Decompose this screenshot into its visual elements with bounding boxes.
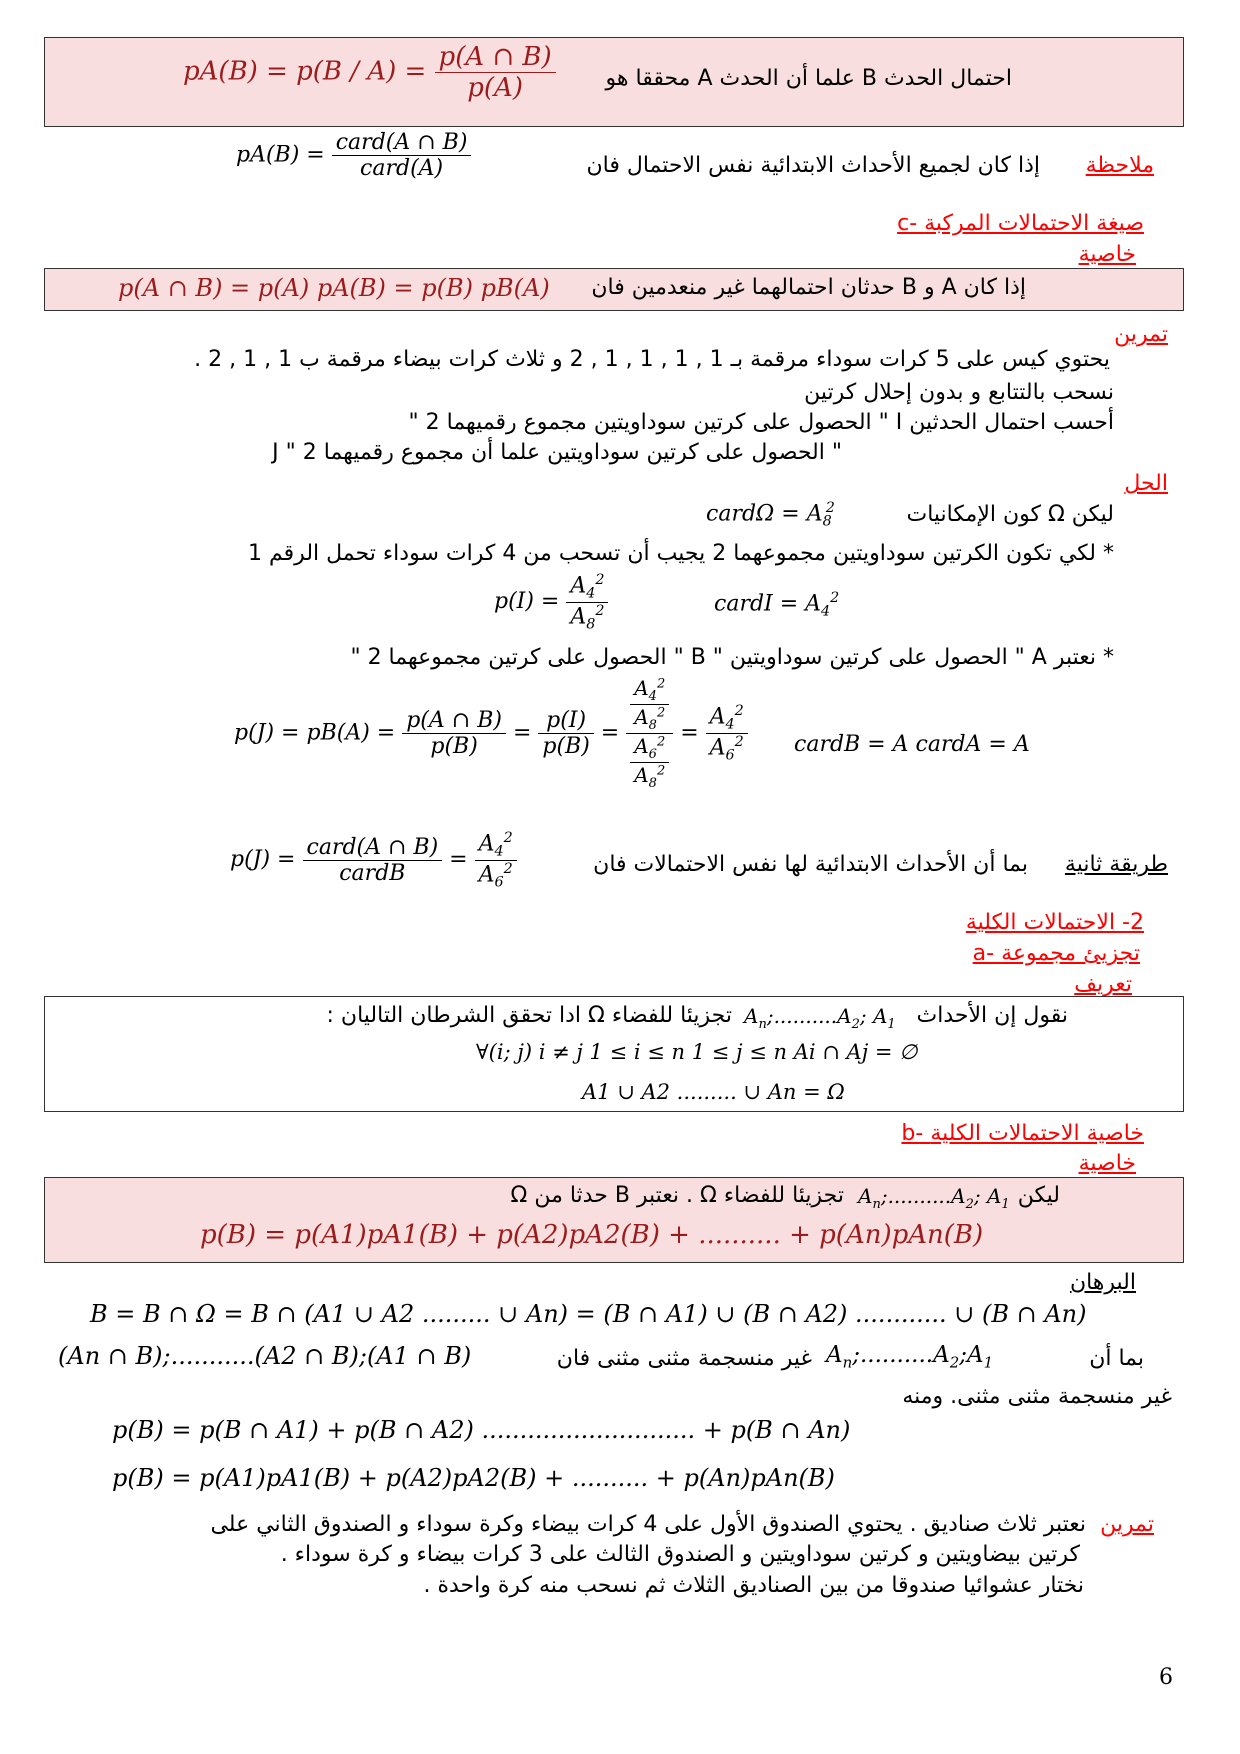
sol-cardI: cardI = $A_4^2$ bbox=[714, 590, 840, 620]
sol-pJ-left: p(J) = pB(A) = bbox=[234, 720, 396, 746]
total-text: ليكن bbox=[1017, 1183, 1060, 1208]
proof-t3: غير منسجمة مثنى مثنى. ومنه bbox=[902, 1384, 1172, 1409]
ex2-label: تمرين bbox=[1100, 1512, 1154, 1537]
sol-l4: * نعتبر A " الحصول على كرتين سوداويتين " B " الحصول على كرتين مجموعهما 2 " bbox=[350, 645, 1114, 670]
compound-formula: p(A ∩ B) = p(A) pA(B) = p(B) pB(A) bbox=[118, 274, 550, 302]
sol-l2: * لكي تكون الكرتين سوداويتين مجموعهما 2 يجيب أن تسحب من 4 كرات سوداء تحمل الرقم 1 bbox=[248, 541, 1114, 566]
def-cond-formula bbox=[183, 42, 556, 103]
partition-text2: تجزيئا للفضاء Ω ادا تحقق الشرطان التاليان : bbox=[326, 1003, 732, 1028]
ex2-line3: نختار عشوائيا صندوقا من بين الصناديق الثلاث ثم نسحب منه كرة واحدة . bbox=[423, 1573, 1084, 1598]
sol-l1-formula: cardΩ = $A_8^2$ bbox=[706, 500, 835, 530]
section-b-sub: خاصية bbox=[1078, 1151, 1136, 1176]
sol-second-label: طريقة ثانية bbox=[1064, 852, 1168, 877]
ex2-line2: كرتين بيضاويتين و كرتين سوداويتين و الصندوق الثالث على 3 كرات بيضاء و كرة سوداء . bbox=[280, 1542, 1080, 1567]
section-c-sub: خاصية bbox=[1078, 242, 1136, 267]
total-events: $A_n;..........A_2$; $A_1$ bbox=[858, 1184, 1010, 1212]
proof-f2: (An ∩ B);...........(A2 ∩ B);(A1 ∩ B) bbox=[58, 1342, 472, 1370]
sol-pI: p(I) = $\frac{A_4^2}{A_8^2}$ bbox=[494, 572, 608, 632]
proof-t2a: بما أن bbox=[1089, 1346, 1144, 1371]
partition-events: $A_n;..........A_2$; $A_1$ bbox=[744, 1004, 896, 1032]
total-text2: تجزيئا للفضاء Ω . نعتبر B حدثا من Ω bbox=[510, 1183, 844, 1208]
ex1-label: تمرين bbox=[1114, 322, 1168, 347]
proof-f1: B = B ∩ Ω = B ∩ (A1 ∪ A2 ......... ∪ An) = (B ∩ A1) ∪ (B ∩ A2) ............ ∪ (B ∩ An) bbox=[90, 1300, 1087, 1328]
proof-events: $A_n;..........A_2;A_1$ bbox=[826, 1342, 994, 1372]
section-c-title: c- صيغة الاحتمالات المركبة bbox=[897, 211, 1144, 236]
ex1-line3: أحسب احتمال الحدثين I " الحصول على كرتين سوداويتين مجموع رقميهما 2 " bbox=[408, 410, 1114, 435]
section-b-title: b- خاصية الاحتمالات الكلية bbox=[901, 1121, 1144, 1146]
sol-second-formula: p(J) = $\frac{\text{card(A ∩ B)}}{\text{cardB}}$ = $\frac{A_4^2}{A_6^2}$ bbox=[230, 830, 517, 890]
proof-f5: p(B) = p(A1)pA1(B) + p(A2)pA2(B) + .......... + p(An)pAn(B) bbox=[112, 1464, 835, 1492]
partition-cond2: A1 ∪ A2 ......... ∪ An = Ω bbox=[582, 1080, 845, 1104]
proof-label: البرهان bbox=[1069, 1270, 1136, 1295]
sol-pI-left: p(I) = bbox=[494, 589, 560, 615]
compound-text: إذا كان A و B حدثان احتمالهما غير منعدمين فان bbox=[591, 275, 1026, 300]
page-number: 6 bbox=[1159, 1665, 1173, 1690]
ex1-line2: نسحب بالتتابع و بدون إحلال كرتين bbox=[804, 380, 1114, 405]
sol-pJ: p(J) = pB(A) = $\frac{p(A \cap B)}{p(B)}$ = $\frac{p(I)}{p(B)}$ = $\frac{\frac{A_4^2}{A_8^2}}{\frac{A_6^2}{A_8^2}}$ = $\frac{A_4^2}{A_6^2}$ bbox=[234, 676, 748, 791]
note-text: إذا كان لجميع الأحداث الابتدائية نفس الاحتمال فان bbox=[586, 153, 1040, 178]
note-den: card(A) bbox=[360, 156, 444, 181]
sol-cardI-text: cardI = A bbox=[714, 591, 822, 617]
section2-title: 2- الاحتمالات الكلية bbox=[965, 910, 1144, 935]
ex1-line4: J " الحصول على كرتين سوداويتين علما أن مجموع رقميهما 2 " bbox=[272, 440, 842, 465]
def-cond-num: p(A ∩ B) bbox=[435, 42, 556, 73]
partition-text: نقول إن الأحداث bbox=[916, 1003, 1068, 1028]
sol-label: الحل bbox=[1124, 471, 1168, 496]
ex1-line1: يحتوي كيس على 5 كرات سوداء مرقمة بـ 1 , 1 , 1 , 1 , 2 و ثلاث كرات بيضاء مرقمة ب 1 , 1 , 2 . bbox=[194, 347, 1110, 372]
sol-cards-text: cardB = A cardA = A bbox=[794, 732, 1030, 757]
def-cond-formula-left: pA(B) = p(B / A) = bbox=[183, 56, 427, 87]
proof-f4: p(B) = p(B ∩ A1) + p(B ∩ A2) ............................ + p(B ∩ An) bbox=[112, 1416, 851, 1444]
def-cond-text: احتمال الحدث B علما أن الحدث A محققا هو bbox=[605, 66, 1012, 91]
section2-def: تعريف bbox=[1074, 972, 1132, 997]
note-label: ملاحظة bbox=[1085, 153, 1154, 178]
partition-cond1: ∀(i; j) i ≠ j 1 ≤ i ≤ n 1 ≤ j ≤ n Ai ∩ Aj = ∅ bbox=[476, 1040, 918, 1064]
total-formula: p(B) = p(A1)pA1(B) + p(A2)pA2(B) + .......... + p(An)pAn(B) bbox=[200, 1220, 984, 1250]
sol-l1-formula-text: cardΩ = A bbox=[706, 501, 823, 527]
proof-t2b: غير منسجمة مثنى مثنى فان bbox=[556, 1346, 812, 1371]
section2-sub-a: a- تجزيئ مجموعة bbox=[972, 941, 1140, 966]
note-formula-left: pA(B) = bbox=[236, 142, 325, 168]
sol-second-text: بما أن الأحداث الابتدائية لها نفس الاحتمالات فان bbox=[593, 852, 1028, 877]
ex2-line1: نعتبر ثلاث صناديق . يحتوي الصندوق الأول على 4 كرات بيضاء وكرة سوداء و الصندوق الثاني على bbox=[210, 1512, 1086, 1537]
sol-second-pJ: p(J) = bbox=[230, 847, 296, 873]
def-cond-den: p(A) bbox=[467, 73, 523, 103]
note-formula bbox=[236, 130, 471, 181]
sol-l1-text: ليكن Ω كون الإمكانيات bbox=[906, 502, 1114, 527]
note-num: card(A ∩ B) bbox=[332, 130, 472, 156]
sol-cards bbox=[794, 732, 1030, 757]
